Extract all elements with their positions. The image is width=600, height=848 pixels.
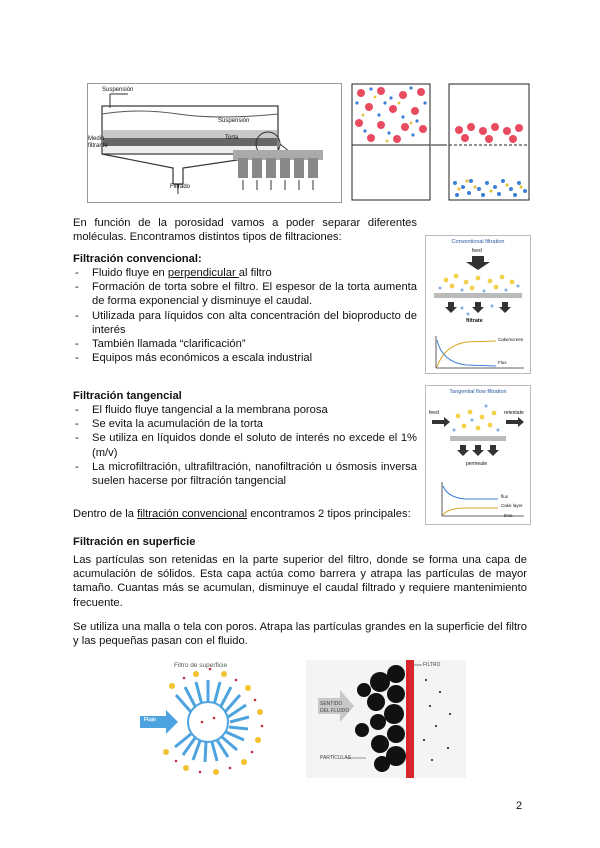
- feed-arrow-icon: [432, 417, 450, 427]
- figure-tangential-filtration: [425, 385, 531, 525]
- tangential-fig-title: Tangential flow filtration: [449, 389, 507, 395]
- label-filter-medium-1: Medio: [88, 136, 105, 142]
- tangential-list: [73, 403, 417, 488]
- types-sentence-link: filtración convencional: [137, 508, 248, 520]
- filter-medium-layer: [103, 138, 277, 146]
- conventional-fig-legend1: Cake/screen: [498, 337, 524, 342]
- tangential-item-2: - Se evita la acumulación de la torta: [73, 417, 417, 431]
- surface-paragraph-2: Se utiliza una malla o tela con poros. Atrapa las partículas grandes en la superficie del filtro y las pequeñas pasan con el fluido.: [73, 621, 527, 648]
- particle-fig-flow-1: SENTIDO: [320, 701, 343, 707]
- cake-layer: [103, 130, 277, 138]
- figure-particle-retention: [306, 660, 466, 778]
- large-particles: [355, 665, 406, 772]
- tangential-fig-feed: feed: [429, 410, 439, 416]
- retentate-arrow-icon: [506, 417, 524, 427]
- label-suspension-mid: Suspensión: [218, 118, 250, 124]
- before-box: [352, 84, 430, 200]
- conventional-item-2: - Formación de torta sobre el filtro. El espesor de la torta aumenta de forma exponencial y disminuye el caudal.: [73, 280, 417, 308]
- conventional-fig-feed: feed: [472, 248, 482, 254]
- conventional-item-5: - Equipos más económicos a escala industrial: [73, 351, 417, 365]
- tangential-fig-permeate: permeate: [466, 461, 488, 467]
- particle-fig-filter: FILTRO: [423, 662, 441, 668]
- conventional-item-4: - También llamada “clarificación”: [73, 337, 417, 351]
- particle-fig-flow-2: DEL FLUIDO: [320, 708, 350, 714]
- label-filter-medium-2: filtrante: [88, 143, 108, 149]
- figure-cake-filtration: [87, 83, 342, 203]
- page-number: 2: [516, 800, 523, 812]
- surface-paragraph-1: Las partículas son retenidas en la parte superior del filtro, donde se forma una capa de acumulación de sólidos. Esta capa actúa como barrera y atrapa las partículas de mayor tamaño. Cuantas más se acumulan, disminuye el caudal filtrado y requiere mantenimiento frecuente.: [73, 554, 527, 609]
- tangential-item-3: - Se utiliza en líquidos donde el soluto de interés no excede el 1% (m/v): [73, 431, 417, 459]
- tangential-fig-xlabel: time: [504, 513, 513, 518]
- conventional-item-3: - Utilizada para líquidos con alta concentración del bioproducto de interés: [73, 309, 417, 337]
- surface-fig-flow: Flujo: [144, 717, 156, 723]
- surface-heading: Filtración en superficie: [73, 536, 196, 548]
- label-cake: Torta: [225, 135, 239, 141]
- tangential-fig-legend1: flux: [501, 494, 509, 499]
- figure-conventional-filtration: [425, 235, 531, 374]
- feed-arrow-icon: [466, 256, 490, 270]
- label-filtrate: Filtrado: [170, 184, 191, 190]
- filter-wall: [406, 660, 414, 778]
- figure-particle-separation: [351, 83, 530, 201]
- tangential-heading: Filtración tangencial: [73, 390, 182, 402]
- cake-filtration-diagram: [88, 84, 341, 202]
- label-suspension-top: Suspensión: [102, 87, 134, 93]
- conventional-fig-title: Conventional filtration: [451, 239, 505, 245]
- tangential-item-1: - El fluido fluye tangencial a la membrana porosa: [73, 403, 417, 417]
- conventional-fig-filtrate: filtrate: [466, 318, 483, 324]
- conventional-fig-legend2: Flux: [498, 360, 507, 365]
- types-sentence: Dentro de la filtración convencional encontramos 2 tipos principales:: [73, 508, 411, 520]
- conventional-heading: Filtración convencional:: [73, 253, 202, 265]
- filter-bar: [434, 293, 522, 298]
- particle-fig-particles: PARTÍCULAS: [320, 755, 351, 761]
- tangential-fig-retentate: retentate: [504, 410, 524, 416]
- tangential-item-4: - La microfiltración, ultrafiltración, nanofiltración u ósmosis inversa suelen hacerse por filtración tangencial: [73, 460, 417, 488]
- conventional-list: [73, 266, 417, 365]
- tangential-fig-legend2: Cake layer: [501, 503, 523, 508]
- membrane-bar: [450, 436, 506, 441]
- conventional-item-1: - Fluido fluye en perpendicular al filtro: [73, 266, 417, 280]
- intro-paragraph: En función de la porosidad vamos a poder separar diferentes moléculas. Encontramos distintos tipos de filtraciones:: [73, 217, 417, 244]
- figure-surface-filter: [136, 660, 276, 778]
- surface-fig-title: Filtro de superficie: [174, 662, 228, 669]
- cake-zoom-detail: [233, 150, 323, 190]
